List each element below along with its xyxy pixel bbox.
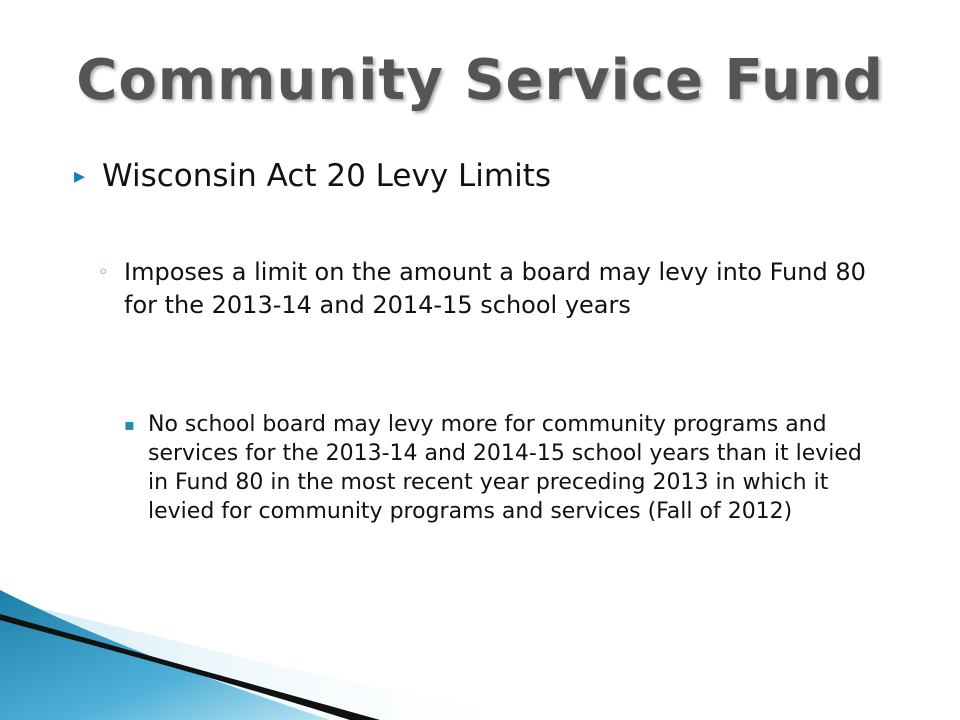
- bullet-level-3-text: No school board may levy more for community programs and services for the 2013-14 and 2014-15 school years than it levied in Fund 80 in the most recent year preceding 2013 in which it levied for community programs and services (Fall of 2012): [148, 412, 862, 524]
- bullet-level-3: [124, 410, 864, 526]
- bullet-level-2-text: Imposes a limit on the amount a board may levy into Fund 80 for the 2013-14 and 2014-15 school years: [124, 258, 866, 319]
- triangle-right-icon: ▸: [74, 164, 86, 189]
- circle-bullet-icon: ◦: [98, 262, 109, 283]
- bullet-level-1: [74, 158, 551, 194]
- bullet-level-1-text: Wisconsin Act 20 Levy Limits: [102, 158, 552, 194]
- slide-title: Community Service Fund: [76, 48, 884, 113]
- decorative-wave-graphic: [0, 590, 960, 720]
- bullet-level-2: [98, 256, 878, 322]
- square-bullet-icon: ▪: [124, 415, 135, 434]
